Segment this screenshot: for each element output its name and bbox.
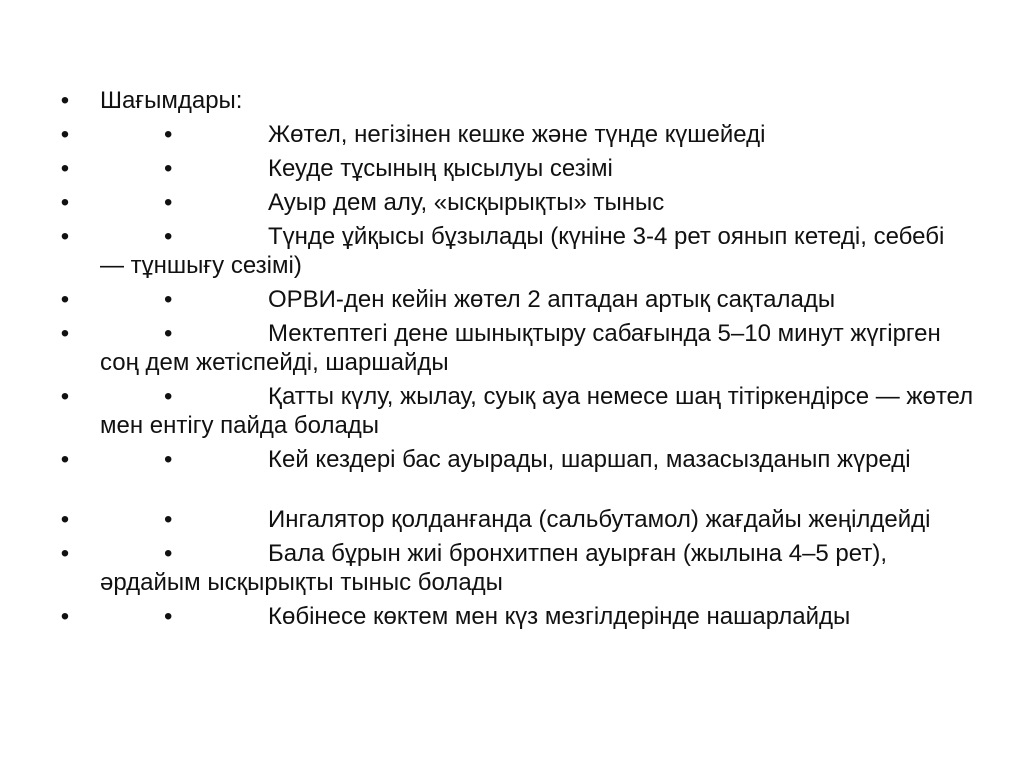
list-item bbox=[0, 154, 1024, 183]
list-item bbox=[0, 222, 1024, 280]
sub-bullet-icon: • bbox=[164, 383, 173, 410]
bullet-icon: • bbox=[60, 87, 70, 114]
list-item bbox=[0, 285, 1024, 314]
list-item bbox=[0, 539, 1024, 597]
list-item-text: Мектептегі дене шынықтыру сабағында 5–10 минут жүгірген соң дем жетіспейді, шаршайды bbox=[100, 320, 941, 376]
bullet-icon: • bbox=[60, 286, 70, 313]
list-item-text: Көбінесе көктем мен күз мезгілдерінде нашарлайды bbox=[268, 603, 851, 630]
bullet-icon: • bbox=[60, 155, 70, 182]
bullet-icon: • bbox=[60, 603, 70, 630]
sub-bullet-icon: • bbox=[164, 506, 173, 533]
bullet-icon: • bbox=[60, 121, 70, 148]
bullet-icon: • bbox=[60, 320, 70, 347]
bullet-icon: • bbox=[60, 540, 70, 567]
list-item-text: Ингалятор қолданғанда (сальбутамол) жағдайы жеңілдейді bbox=[268, 506, 931, 533]
sub-bullet-icon: • bbox=[164, 189, 173, 216]
bullet-icon: • bbox=[60, 189, 70, 216]
sub-bullet-icon: • bbox=[164, 446, 173, 473]
list-item bbox=[0, 382, 1024, 440]
complaints-list bbox=[0, 86, 1024, 636]
list-item bbox=[0, 188, 1024, 217]
list-item bbox=[0, 445, 1024, 474]
sub-bullet-icon: • bbox=[164, 286, 173, 313]
sub-bullet-icon: • bbox=[164, 155, 173, 182]
list-item-text: Қатты күлу, жылау, суық ауа немесе шаң тітіркендірсе — жөтел мен ентігу пайда болады bbox=[100, 383, 974, 439]
list-item-text: Шағымдары: bbox=[100, 87, 243, 114]
sub-bullet-icon: • bbox=[164, 121, 173, 148]
list-item bbox=[0, 602, 1024, 631]
sub-bullet-icon: • bbox=[164, 603, 173, 630]
list-item bbox=[0, 86, 1024, 115]
list-item-text: ОРВИ-ден кейін жөтел 2 аптадан артық сақталады bbox=[268, 286, 836, 313]
list-item-text: Ауыр дем алу, «ысқырықты» тыныс bbox=[268, 189, 665, 216]
bullet-icon: • bbox=[60, 223, 70, 250]
list-item bbox=[0, 319, 1024, 377]
list-item-text: Кеуде тұсының қысылуы сезімі bbox=[268, 155, 613, 182]
bullet-icon: • bbox=[60, 383, 70, 410]
sub-bullet-icon: • bbox=[164, 320, 173, 347]
bullet-icon: • bbox=[60, 506, 70, 533]
bullet-icon: • bbox=[60, 446, 70, 473]
sub-bullet-icon: • bbox=[164, 223, 173, 250]
list-item-text: Кей кездері бас ауырады, шаршап, мазасызданып жүреді bbox=[268, 446, 911, 473]
list-item-text: Бала бұрын жиі бронхитпен ауырған (жылына 4–5 рет), әрдайым ысқырықты тыныс болады bbox=[100, 540, 887, 596]
list-item-text: Түнде ұйқысы бұзылады (күніне 3-4 рет оянып кетеді, себебі — тұншығу сезімі) bbox=[100, 223, 945, 279]
list-item-text: Жөтел, негізінен кешке және түнде күшейеді bbox=[268, 121, 766, 148]
sub-bullet-icon: • bbox=[164, 540, 173, 567]
list-item bbox=[0, 120, 1024, 149]
list-item bbox=[0, 505, 1024, 534]
